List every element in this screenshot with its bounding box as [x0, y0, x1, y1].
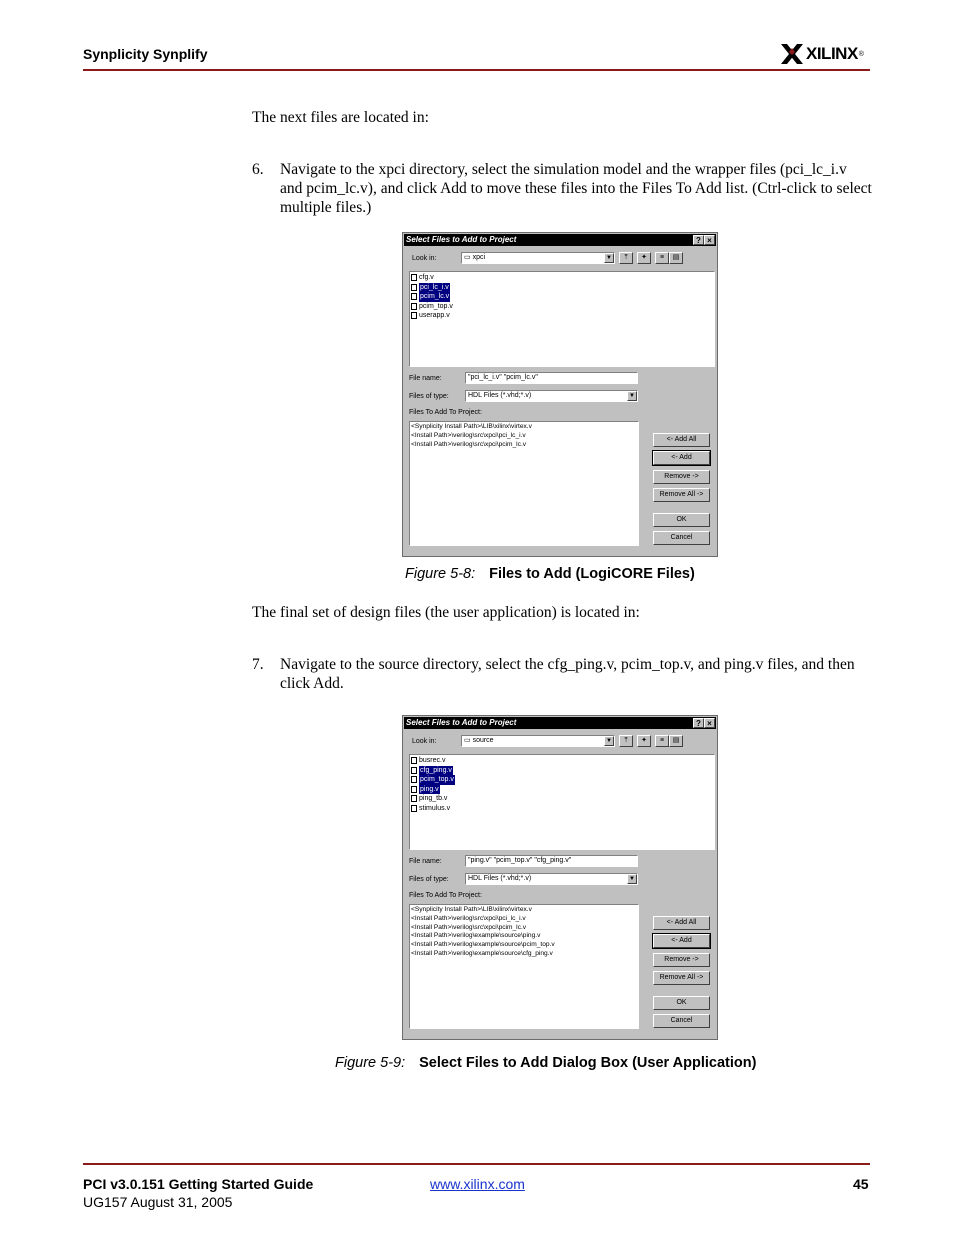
look-in-select[interactable]: [461, 252, 615, 264]
new-folder-icon[interactable]: ✦: [637, 252, 651, 264]
files-to-add-label: Files To Add To Project:: [409, 892, 482, 899]
folder-icon: ▭: [464, 254, 473, 261]
details-view-icon[interactable]: ▤: [669, 252, 683, 264]
step-7-text: Navigate to the source directory, select the cfg_ping.v, pcim_top.v, and ping.v files, and then click Add.: [280, 656, 855, 692]
chevron-down-icon[interactable]: ▼: [627, 874, 637, 884]
file-list[interactable]: [409, 271, 715, 367]
file-name: stimulus.v: [419, 804, 451, 812]
file-type-select[interactable]: [465, 873, 638, 885]
files-to-add-item[interactable]: <Install Path>\verilog\src\xpci\pci_lc_i.v: [411, 431, 526, 439]
file-list-item[interactable]: [411, 273, 713, 283]
footer-rule: [83, 1163, 870, 1165]
file-list[interactable]: [409, 754, 715, 850]
figure-number: Figure 5-9:: [335, 1055, 406, 1071]
verilog-file-icon: [411, 293, 417, 300]
add-button[interactable]: <- Add: [653, 934, 710, 948]
file-type-label: Files of type:: [409, 876, 449, 883]
verilog-file-icon: [411, 805, 417, 812]
figure-title: Files to Add (LogiCORE Files): [489, 566, 695, 582]
folder-icon: ▭: [464, 737, 473, 744]
help-button[interactable]: ?: [693, 235, 704, 245]
look-in-value: xpci: [472, 254, 486, 261]
chevron-down-icon[interactable]: ▼: [604, 253, 614, 263]
file-name: cfg.v: [419, 274, 434, 281]
add-button[interactable]: <- Add: [653, 451, 710, 465]
details-view-icon[interactable]: ▤: [669, 735, 683, 747]
verilog-file-icon: [411, 274, 417, 281]
look-in-label: Look in:: [412, 738, 437, 745]
files-to-add-list[interactable]: [409, 421, 639, 546]
intro-paragraph-2: The final set of design files (the user application) is located in:: [252, 604, 640, 621]
new-folder-icon[interactable]: ✦: [637, 735, 651, 747]
footer-doc-id: UG157 August 31, 2005: [83, 1194, 233, 1210]
list-view-icon[interactable]: ≡: [655, 735, 669, 747]
file-name: pci_lc_i.v: [420, 283, 449, 291]
file-name: pcim_top.v: [420, 776, 454, 783]
remove-all-button[interactable]: Remove All ->: [653, 488, 710, 502]
file-name: ping.v: [420, 785, 439, 793]
files-to-add-item[interactable]: <Install Path>\verilog\src\xpci\pcim_lc.v: [411, 440, 527, 448]
chevron-down-icon[interactable]: ▼: [627, 391, 637, 401]
page-number: 45: [853, 1176, 869, 1192]
header-rule: [83, 69, 870, 71]
look-in-value: source: [472, 737, 494, 744]
figure-5-8-caption: [405, 566, 695, 582]
file-list-item[interactable]: [411, 766, 713, 776]
file-name: pcim_lc.v: [420, 293, 450, 300]
file-name: busrec.v: [419, 757, 446, 764]
file-name: pcim_top.v: [419, 302, 453, 310]
step-6-text: Navigate to the xpci directory, select the simulation model and the wrapper files (pci_lc_i.v and pcim_lc.v), and click Add to move these files into the Files To Add list. (Ctrl-click to select multiple files.): [280, 161, 872, 216]
file-name-label: File name:: [409, 858, 442, 865]
verilog-file-icon: [411, 312, 417, 319]
step-6: [252, 160, 872, 217]
file-name: ping_tb.v: [419, 795, 448, 802]
file-name-input[interactable]: "pci_lc_i.v" "pcim_lc.v": [465, 372, 638, 384]
logo-wordmark: XILINX: [806, 44, 858, 63]
files-to-add-list[interactable]: [409, 904, 639, 1029]
help-button[interactable]: ?: [693, 718, 704, 728]
file-type-select[interactable]: [465, 390, 638, 402]
file-type-value: HDL Files (*.vhd;*.v): [468, 875, 532, 882]
file-list-item[interactable]: [411, 794, 713, 804]
file-type-value: HDL Files (*.vhd;*.v): [468, 392, 532, 399]
up-folder-icon[interactable]: ⤒: [619, 735, 633, 747]
verilog-file-icon: [411, 767, 417, 774]
verilog-file-icon: [411, 776, 417, 783]
file-list-item[interactable]: [411, 283, 713, 293]
dialog-title: Select Files to Add to Project: [406, 718, 517, 727]
files-to-add-item[interactable]: <Install Path>\verilog\src\xpci\pci_lc_i.v: [411, 914, 526, 922]
verilog-file-icon: [411, 284, 417, 291]
xilinx-logo: [780, 42, 864, 66]
chevron-down-icon[interactable]: ▼: [604, 736, 614, 746]
step-7: [252, 655, 872, 693]
figure-5-9-caption: [335, 1055, 756, 1071]
add-all-button[interactable]: <- Add All: [653, 916, 710, 930]
verilog-file-icon: [411, 303, 417, 310]
ok-button[interactable]: OK: [653, 996, 710, 1010]
files-to-add-items: [411, 423, 637, 449]
dialog-title: Select Files to Add to Project: [406, 235, 517, 244]
file-list-item[interactable]: [411, 292, 713, 302]
files-to-add-item[interactable]: <Install Path>\verilog\example\source\pcim_top.v: [411, 941, 555, 949]
file-list-items: [411, 273, 713, 321]
figure-title: Select Files to Add Dialog Box (User Application): [419, 1055, 757, 1071]
files-to-add-item[interactable]: <Install Path>\verilog\example\source\cfg_ping.v: [411, 949, 553, 957]
intro-paragraph-1: The next files are located in:: [252, 109, 429, 126]
select-files-dialog-user-app: [402, 715, 718, 1040]
remove-all-button[interactable]: Remove All ->: [653, 971, 710, 985]
cancel-button[interactable]: Cancel: [653, 1014, 710, 1028]
cancel-button[interactable]: Cancel: [653, 531, 710, 545]
verilog-file-icon: [411, 757, 417, 764]
file-list-item[interactable]: [411, 785, 713, 795]
file-list-items: [411, 756, 713, 813]
file-list-item[interactable]: [411, 311, 713, 321]
close-button[interactable]: ×: [704, 235, 715, 245]
look-in-select[interactable]: [461, 735, 615, 747]
select-files-dialog-logicore: [402, 232, 718, 557]
step-7-number: 7.: [252, 656, 264, 673]
footer-guide-title: PCI v3.0.151 Getting Started Guide: [83, 1176, 314, 1192]
file-name-input[interactable]: "ping.v" "pcim_top.v" "cfg_ping.v": [465, 855, 638, 867]
files-to-add-items: [411, 906, 637, 959]
files-to-add-item[interactable]: <Install Path>\verilog\example\source\ping.v: [411, 932, 541, 940]
remove-button[interactable]: Remove ->: [653, 470, 710, 484]
verilog-file-icon: [411, 786, 417, 793]
dialog-titlebar: [404, 234, 716, 246]
files-to-add-label: Files To Add To Project:: [409, 409, 482, 416]
file-list-item[interactable]: [411, 302, 713, 312]
file-name: cfg_ping.v: [420, 766, 452, 774]
file-list-item[interactable]: [411, 775, 713, 785]
file-name: userapp.v: [419, 312, 450, 319]
verilog-file-icon: [411, 795, 417, 802]
files-to-add-item[interactable]: <Synplicity Install Path>\LIB\xilinx\virtex.v: [411, 906, 532, 913]
ok-button[interactable]: OK: [653, 513, 710, 527]
up-folder-icon[interactable]: ⤒: [619, 252, 633, 264]
remove-button[interactable]: Remove ->: [653, 953, 710, 967]
step-6-number: 6.: [252, 161, 264, 178]
add-all-button[interactable]: <- Add All: [653, 433, 710, 447]
list-view-icon[interactable]: ≡: [655, 252, 669, 264]
xilinx-x-mark-icon: [780, 42, 804, 66]
close-button[interactable]: ×: [704, 718, 715, 728]
file-list-item[interactable]: [411, 804, 713, 814]
figure-number: Figure 5-8:: [405, 566, 476, 582]
look-in-label: Look in:: [412, 255, 437, 262]
running-header: Synplicity Synplify: [83, 46, 208, 62]
files-to-add-item[interactable]: <Install Path>\verilog\src\xpci\pcim_lc.v: [411, 923, 527, 931]
footer-website-link[interactable]: www.xilinx.com: [430, 1176, 525, 1192]
file-name-label: File name:: [409, 375, 442, 382]
file-list-item[interactable]: [411, 756, 713, 766]
files-to-add-item[interactable]: <Synplicity Install Path>\LIB\xilinx\virtex.v: [411, 423, 532, 430]
file-type-label: Files of type:: [409, 393, 449, 400]
logo-registered-mark: ®: [858, 50, 864, 58]
dialog-titlebar: [404, 717, 716, 729]
